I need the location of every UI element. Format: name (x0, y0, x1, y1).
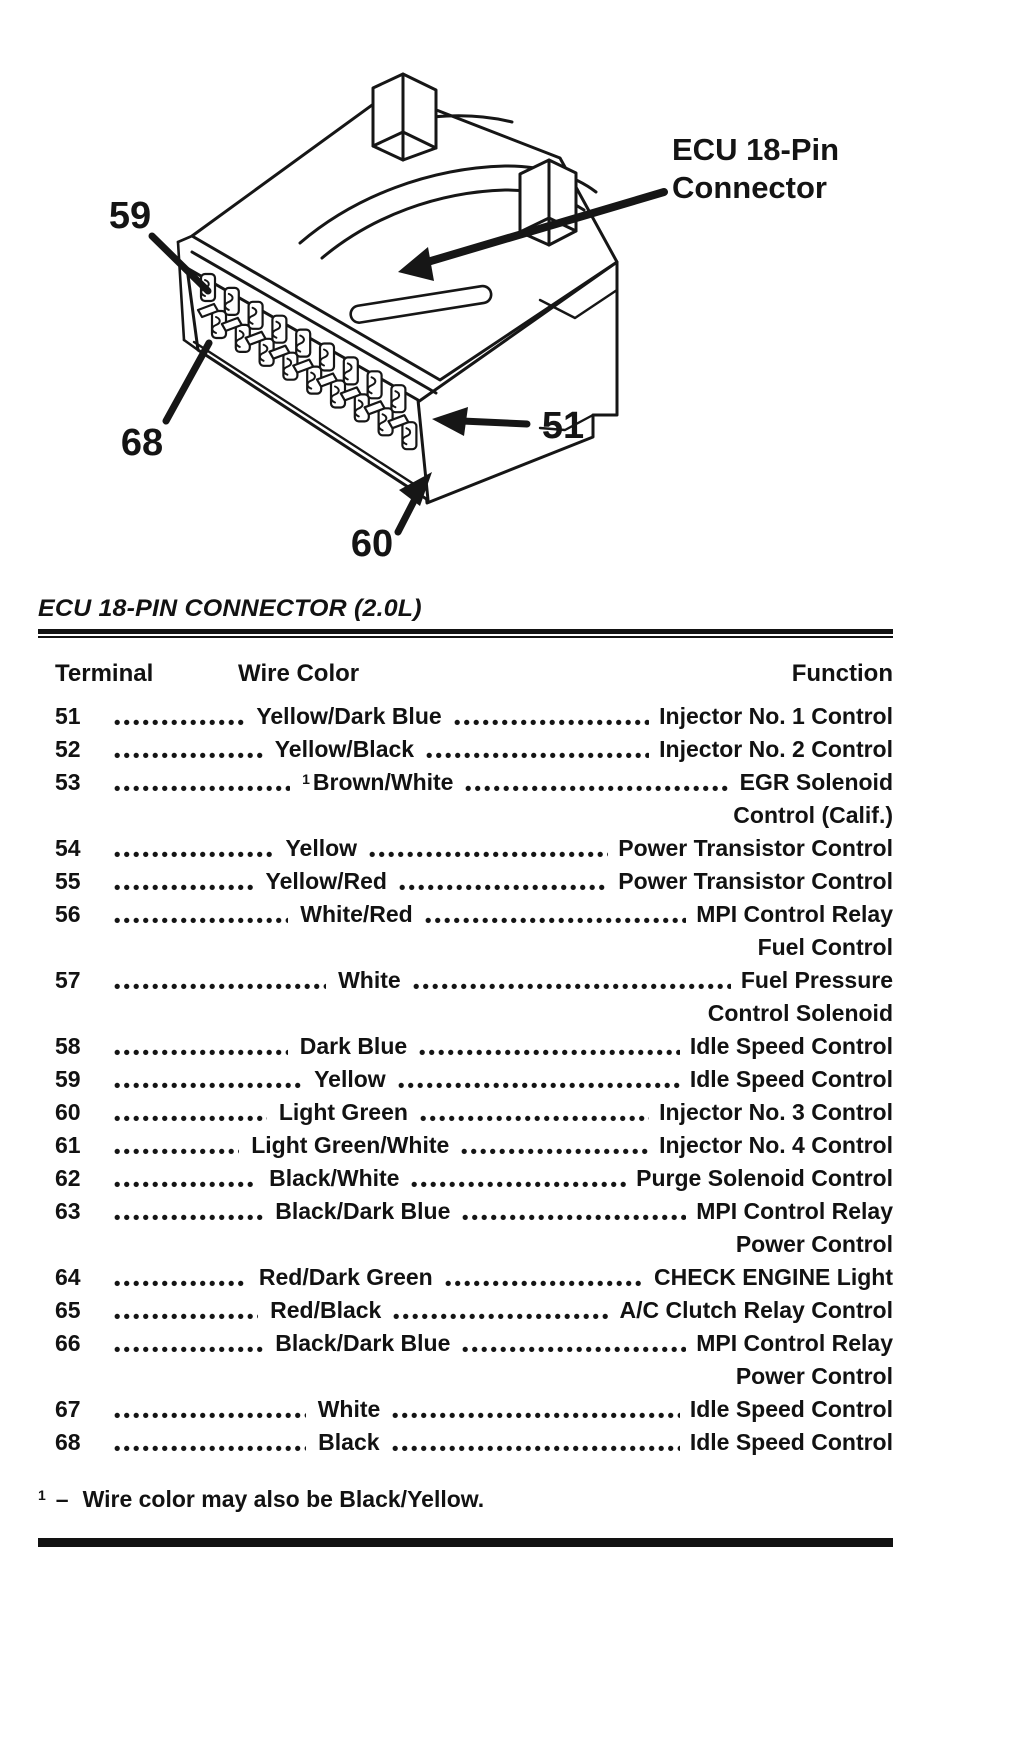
wire-color-text: Yellow/Dark Blue (256, 703, 442, 729)
function-text: Power Transistor Control (618, 868, 893, 894)
dot-leader (419, 1049, 680, 1056)
table-row (38, 1195, 893, 1261)
table-row (38, 1030, 893, 1063)
pin-label-59: 59 (108, 195, 152, 237)
pin-60-leader (398, 497, 416, 532)
function-text: Injector No. 4 Control (659, 1132, 893, 1158)
dot-leader (114, 1412, 306, 1419)
dot-leader (425, 917, 686, 924)
function-text: Idle Speed Control (689, 1066, 893, 1092)
dot-leader (114, 785, 290, 792)
dot-leader (114, 1148, 239, 1155)
wire-color (298, 1030, 409, 1063)
terminal-number: 58 (55, 1033, 81, 1059)
wire-color-text: Light Green (278, 1099, 408, 1125)
table-row (38, 898, 893, 964)
function-text-continued: Power Control (735, 1231, 893, 1257)
wire-color (300, 766, 455, 799)
dot-leader (114, 1445, 306, 1452)
terminal-number: 53 (55, 769, 81, 795)
function-text: Fuel Pressure (740, 967, 893, 993)
function-text: Injector No. 1 Control (659, 703, 893, 729)
terminal-number: 64 (55, 1264, 81, 1290)
table-row (38, 1129, 893, 1162)
connector-callout-line1: ECU 18-Pin (672, 132, 840, 167)
dot-leader (393, 1313, 609, 1320)
wire-color (254, 700, 443, 733)
table-row (38, 1327, 893, 1393)
footnote-dash: – (55, 1486, 69, 1512)
function-text-continued: Power Control (735, 1363, 893, 1389)
function-text: Purge Solenoid Control (636, 1165, 893, 1191)
section-title: ECU 18-PIN CONNECTOR (2.0L) (38, 595, 422, 622)
wire-color-text: Yellow (314, 1066, 386, 1092)
header-function: Function (791, 660, 893, 687)
table-row (38, 964, 893, 1030)
terminal-table-rows (38, 700, 893, 1459)
top-post (373, 74, 403, 146)
function-text-continued: Control (Calif.) (733, 802, 893, 828)
table-row (38, 1063, 893, 1096)
header-terminal: Terminal (55, 660, 154, 687)
dot-leader (420, 1115, 649, 1122)
dot-leader (392, 1412, 680, 1419)
wire-color (316, 1426, 381, 1459)
wire-color (316, 1393, 383, 1426)
wire-color-text: Red/Dark Green (258, 1264, 433, 1290)
terminal-number: 54 (55, 835, 81, 861)
wire-color (268, 1294, 383, 1327)
dot-leader (114, 1313, 258, 1320)
function-text-continued: Fuel Control (757, 934, 893, 960)
function-text-continued: Control Solenoid (707, 1000, 893, 1026)
table-row (38, 865, 893, 898)
pin-68-leader (166, 343, 209, 421)
dot-leader (369, 851, 608, 858)
wire-color (264, 865, 389, 898)
table-row (38, 700, 893, 733)
function-text: MPI Control Relay (696, 1330, 893, 1356)
terminal-number: 55 (55, 868, 81, 894)
wire-color-text: White (338, 967, 401, 993)
title-rule (38, 629, 893, 638)
dot-leader (114, 1082, 302, 1089)
dot-leader (114, 917, 288, 924)
wire-color (273, 1327, 452, 1360)
connector-drawing (0, 0, 1032, 575)
wire-color (312, 1063, 388, 1096)
dot-leader (114, 1280, 247, 1287)
footnote (38, 1486, 893, 1513)
wire-color-text: Red/Black (270, 1297, 382, 1323)
wire-color-text: Black/White (269, 1165, 400, 1191)
dot-leader (392, 1445, 680, 1452)
wire-color (277, 1096, 410, 1129)
wire-color (283, 832, 359, 865)
wire-color-text: Yellow/Red (265, 868, 387, 894)
wire-color (298, 898, 414, 931)
dot-leader (114, 1115, 267, 1122)
wire-color-text: White (317, 1396, 381, 1422)
function-text: MPI Control Relay (696, 1198, 893, 1224)
terminal-number: 68 (55, 1429, 81, 1455)
dot-leader (454, 719, 649, 726)
dot-leader (411, 1181, 626, 1188)
dot-leader (399, 884, 608, 891)
table-row (38, 1162, 893, 1195)
function-text: Injector No. 2 Control (659, 736, 893, 762)
terminal-number: 52 (55, 736, 81, 762)
dot-leader (114, 1049, 288, 1056)
wire-color (249, 1129, 451, 1162)
table-row (38, 1426, 893, 1459)
terminal-number: 65 (55, 1297, 81, 1323)
function-text: A/C Clutch Relay Control (619, 1297, 893, 1323)
function-text: Injector No. 3 Control (659, 1099, 893, 1125)
dot-leader (114, 1214, 263, 1221)
wire-color-text: Black/Dark Blue (275, 1198, 451, 1224)
table-row (38, 832, 893, 865)
table-row (38, 733, 893, 766)
pin-label-68: 68 (120, 422, 164, 464)
pin-label-60: 60 (350, 523, 394, 565)
terminal-number: 61 (55, 1132, 81, 1158)
dot-leader (462, 1214, 686, 1221)
dot-leader (114, 851, 273, 858)
wire-color-footnote-marker: 1 (302, 771, 310, 787)
dot-leader (114, 884, 254, 891)
terminal-number: 51 (55, 703, 81, 729)
terminal-number: 63 (55, 1198, 81, 1224)
dot-leader (114, 1181, 257, 1188)
wire-color-text: Yellow/Black (274, 736, 415, 762)
terminal-number: 57 (55, 967, 81, 993)
dot-leader (426, 752, 649, 759)
function-text: Idle Speed Control (689, 1429, 893, 1455)
table-row (38, 1294, 893, 1327)
terminal-number: 62 (55, 1165, 81, 1191)
wire-color-text: Light Green/White (251, 1132, 450, 1158)
terminal-number: 60 (55, 1099, 81, 1125)
bottom-rule (38, 1538, 893, 1547)
dot-leader (114, 752, 263, 759)
function-text: Idle Speed Control (689, 1033, 893, 1059)
wire-color (267, 1162, 401, 1195)
pin-label-51: 51 (541, 405, 585, 447)
wire-color (336, 964, 403, 997)
wire-color-text: White/Red (300, 901, 413, 927)
wire-color-text: Black/Dark Blue (275, 1330, 451, 1356)
connector-diagram (0, 0, 1032, 575)
function-text: Power Transistor Control (618, 835, 893, 861)
table-row (38, 766, 893, 832)
wire-color-text: Yellow (285, 835, 358, 861)
table-row (38, 1393, 893, 1426)
dot-leader (114, 719, 244, 726)
wire-color (273, 733, 416, 766)
footnote-marker: 1 (38, 1487, 46, 1503)
wire-color (273, 1195, 452, 1228)
terminal-number: 59 (55, 1066, 81, 1092)
dot-leader (465, 785, 729, 792)
wire-color-text: Black (318, 1429, 380, 1455)
table-header (38, 660, 893, 688)
wire-color (257, 1261, 435, 1294)
terminal-number: 66 (55, 1330, 81, 1356)
wire-color-text: Dark Blue (299, 1033, 408, 1059)
dot-leader (398, 1082, 680, 1089)
function-text: CHECK ENGINE Light (654, 1264, 893, 1290)
table-row (38, 1261, 893, 1294)
wire-color-text: Brown/White (312, 769, 454, 795)
function-text: EGR Solenoid (739, 769, 893, 795)
function-text: MPI Control Relay (696, 901, 893, 927)
terminal-section (38, 595, 893, 1547)
function-text: Idle Speed Control (689, 1396, 893, 1422)
pin-51-leader (462, 421, 527, 424)
rear-post (520, 160, 549, 232)
footnote-text: Wire color may also be Black/Yellow. (82, 1486, 485, 1512)
connector-callout-line2: Connector (672, 170, 827, 205)
dot-leader (445, 1280, 644, 1287)
header-wire-color: Wire Color (238, 660, 360, 687)
terminal-number: 67 (55, 1396, 81, 1422)
dot-leader (114, 1346, 263, 1353)
table-row (38, 1096, 893, 1129)
dot-leader (413, 983, 731, 990)
dot-leader (461, 1148, 649, 1155)
dot-leader (462, 1346, 686, 1353)
dot-leader (114, 983, 326, 990)
terminal-number: 56 (55, 901, 81, 927)
